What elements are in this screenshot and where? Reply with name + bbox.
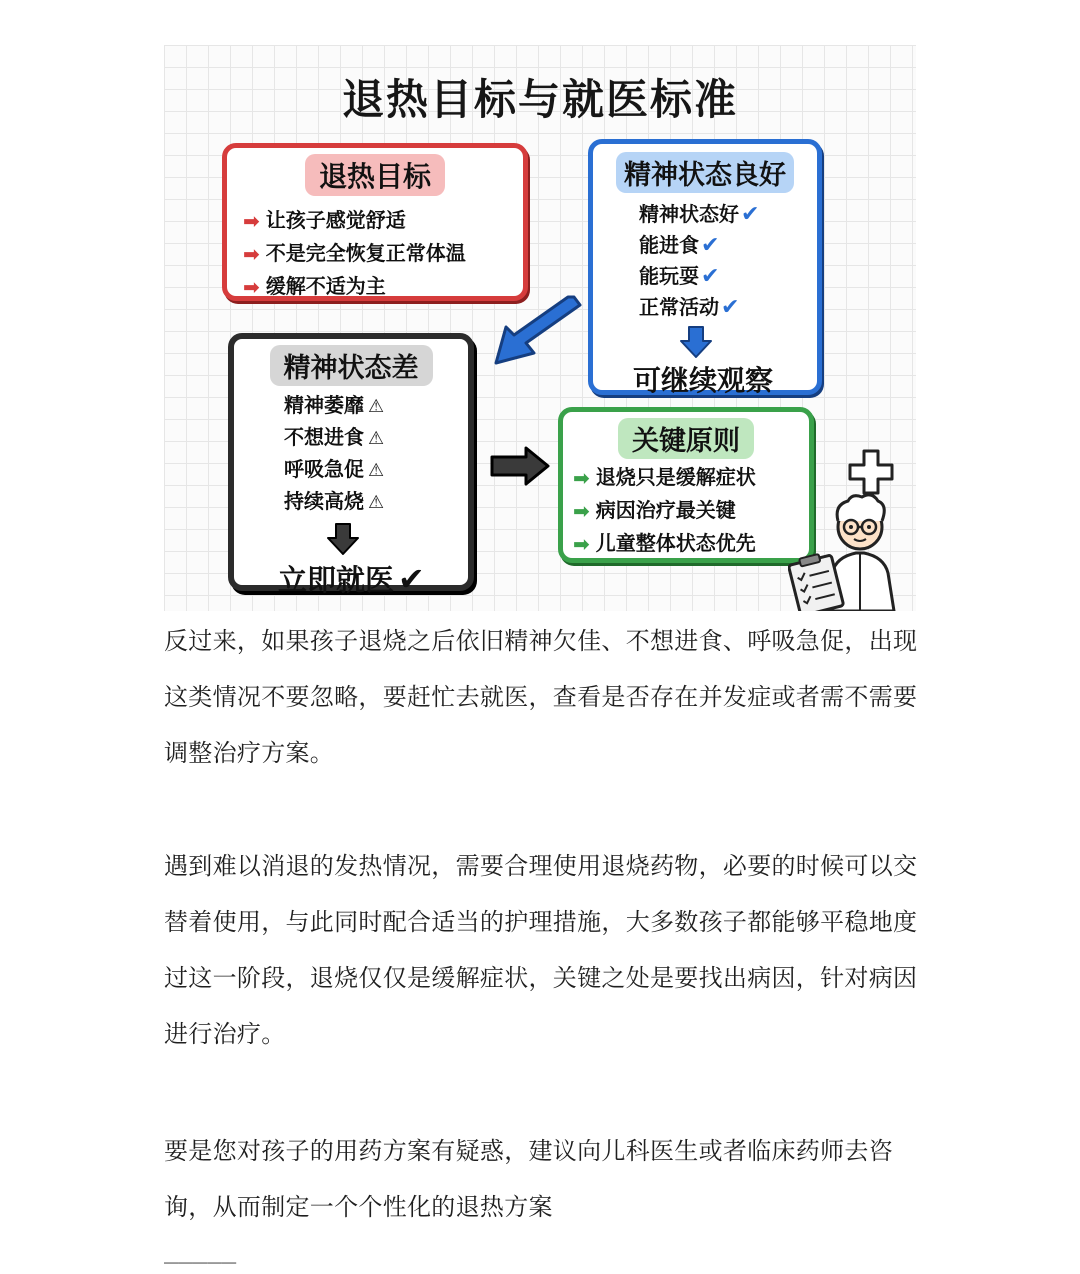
bad-state-panel <box>228 333 474 598</box>
warning-icon: ⚠ <box>368 428 385 449</box>
good-state-title: 精神状态良好 <box>616 152 794 193</box>
arrow-right-icon: ➡ <box>243 209 260 233</box>
list-item: 精神状态好✔ <box>639 202 760 227</box>
goal-panel <box>222 143 528 301</box>
warning-icon: ⚠ <box>368 460 385 481</box>
arrow-right-icon <box>488 445 552 487</box>
list-item: ➡ 儿童整体状态优先 <box>573 527 809 560</box>
principle-list <box>563 461 809 560</box>
arrow-right-icon: ➡ <box>243 242 260 266</box>
principle-title: 关键原则 <box>618 418 754 459</box>
list-item: 精神萎靡 ⚠ <box>284 393 385 417</box>
bad-state-result: 立即就医 ✔ <box>278 560 425 598</box>
doctor-illustration <box>788 445 916 611</box>
paragraph-1: 反过来，如果孩子退烧之后依旧精神欠佳、不想进食、呼吸急促，出现这类情况不要忽略，要赶忙去就医，查看是否存在并发症或者需不需要调整治疗方案。 <box>164 627 918 767</box>
goal-panel-title: 退热目标 <box>305 154 445 196</box>
list-item: 呼吸急促 ⚠ <box>284 457 385 481</box>
bad-state-title: 精神状态差 <box>270 345 433 386</box>
arrow-down-icon <box>326 522 360 556</box>
principle-panel <box>558 407 814 563</box>
check-icon: ✔ <box>721 295 740 320</box>
list-item: ➡ 缓解不适为主 <box>243 270 523 303</box>
bad-state-list <box>234 390 468 518</box>
warning-icon: ⚠ <box>368 396 385 417</box>
arrow-right-icon: ➡ <box>243 275 260 299</box>
arrow-down-icon <box>679 325 713 359</box>
list-item: ➡ 不是完全恢复正常体温 <box>243 237 523 270</box>
list-item: 能进食✔ <box>639 233 720 258</box>
good-state-result: 可继续观察 <box>633 364 774 397</box>
check-icon: ✔ <box>701 264 720 289</box>
good-state-list <box>593 199 817 323</box>
arrow-down-left-icon <box>490 291 582 369</box>
arrow-right-icon: ➡ <box>573 499 590 523</box>
fever-infographic <box>164 45 916 611</box>
good-state-panel <box>588 139 822 395</box>
check-icon: ✔ <box>398 560 425 598</box>
list-item: ➡ 病因治疗最关键 <box>573 494 809 527</box>
list-item: ➡ 让孩子感觉舒适 <box>243 204 523 237</box>
list-item: 能玩耍✔ <box>639 264 720 289</box>
list-item: 不想进食 ⚠ <box>284 425 385 449</box>
list-item: 持续高烧 ⚠ <box>284 489 385 513</box>
arrow-right-icon: ➡ <box>573 532 590 556</box>
list-item: 正常活动✔ <box>639 295 740 320</box>
goal-list <box>227 204 523 303</box>
warning-icon: ⚠ <box>368 492 385 513</box>
divider-line: _____ <box>164 1236 237 1264</box>
check-icon: ✔ <box>741 202 760 227</box>
paragraph-2: 遇到难以消退的发热情况，需要合理使用退烧药物，必要的时候可以交替着使用，与此同时配合适当的护理措施，大多数孩子都能够平稳地度过这一阶段，退烧仅仅是缓解症状，关键之处是要找出病因，针对病因进行治疗。 <box>164 852 918 1048</box>
paragraph-3: 要是您对孩子的用药方案有疑惑，建议向儿科医生或者临床药师去咨询，从而制定一个个性化的退热方案 <box>164 1137 893 1221</box>
infographic-title: 退热目标与就医标准 <box>341 75 738 124</box>
check-icon: ✔ <box>701 233 720 258</box>
list-item: ➡ 退烧只是缓解症状 <box>573 461 809 494</box>
arrow-right-icon: ➡ <box>573 466 590 490</box>
